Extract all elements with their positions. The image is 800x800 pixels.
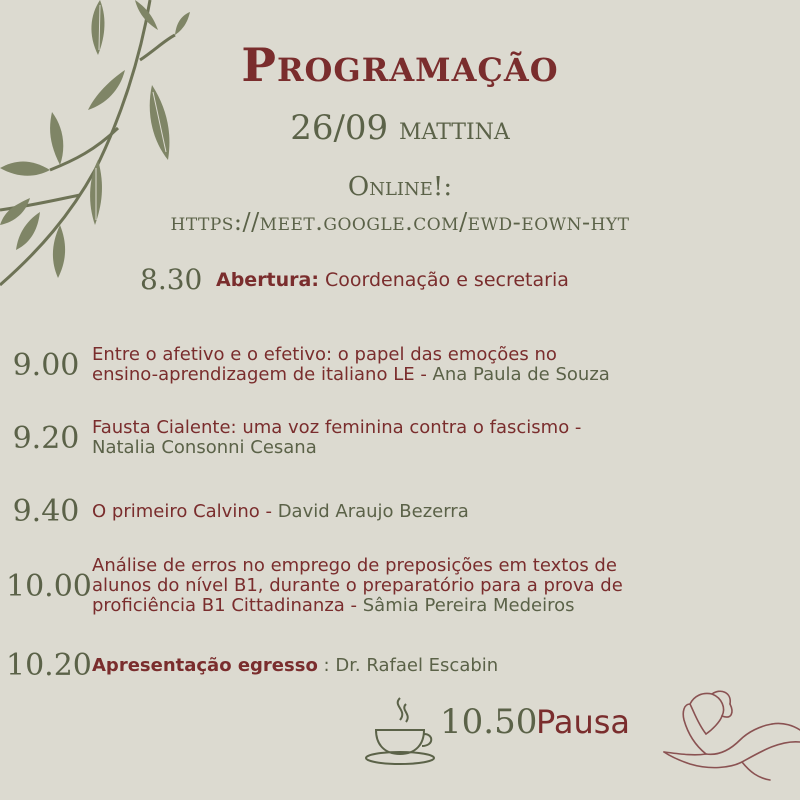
schedule-row bbox=[6, 648, 498, 683]
opening-label: Abertura: bbox=[216, 268, 319, 291]
page-title: Programação bbox=[241, 38, 559, 92]
date: 26/09 bbox=[290, 108, 389, 148]
speaker-name: Natalia Consonni Cesana bbox=[92, 437, 317, 458]
pause-row bbox=[440, 702, 630, 742]
schedule-row bbox=[6, 494, 469, 529]
session-desc bbox=[92, 502, 469, 522]
period: mattina bbox=[399, 109, 510, 147]
session-title-line: alunos do nível B1, durante o preparatório para a prova de bbox=[92, 575, 623, 596]
pause-label: Pausa bbox=[536, 703, 631, 741]
session-title-line: Análise de erros no emprego de preposições em textos de bbox=[92, 555, 617, 576]
speaker-name: Sâmia Pereira Medeiros bbox=[362, 595, 575, 616]
online-label: Online!: bbox=[347, 172, 453, 202]
session-time: 10.00 bbox=[6, 568, 92, 604]
speaker-name: Dr. Rafael Escabin bbox=[335, 654, 499, 676]
separator: : bbox=[317, 654, 336, 676]
speaker-name: David Araujo Bezerra bbox=[277, 500, 469, 522]
session-title-text: O primeiro Calvino - bbox=[92, 500, 278, 522]
session-time: 9.00 bbox=[12, 347, 80, 383]
session-label: Apresentação egresso bbox=[92, 654, 318, 676]
coffee-cup-icon bbox=[362, 694, 438, 766]
opening-row bbox=[140, 263, 569, 296]
opening-text: Coordenação e secretaria bbox=[318, 268, 569, 291]
session-desc bbox=[92, 345, 610, 385]
hand-mudra-icon bbox=[660, 682, 800, 782]
session-title-line: Fausta Cialente: uma voz feminina contra o fascismo - bbox=[92, 417, 582, 438]
schedule-row bbox=[6, 556, 623, 616]
speaker-name: Ana Paula de Souza bbox=[432, 364, 610, 385]
date-line bbox=[0, 108, 800, 148]
session-time: 9.20 bbox=[12, 420, 80, 456]
meet-link[interactable]: https://meet.google.com/ewd-eown-hyt bbox=[170, 208, 630, 236]
session-time: 9.40 bbox=[12, 494, 80, 529]
session-title-text: proficiência B1 Cittadinanza - bbox=[92, 595, 363, 616]
schedule-row bbox=[6, 345, 610, 385]
session-title-text: ensino-aprendizagem de italiano LE - bbox=[92, 364, 433, 385]
opening-desc bbox=[216, 270, 569, 290]
session-title-line bbox=[92, 365, 610, 385]
session-desc bbox=[92, 556, 623, 616]
session-desc bbox=[92, 656, 498, 676]
session-desc bbox=[92, 418, 581, 458]
opening-time: 8.30 bbox=[140, 263, 203, 296]
session-title-line bbox=[92, 596, 623, 616]
session-time: 10.20 bbox=[6, 648, 92, 683]
schedule-row bbox=[6, 418, 581, 458]
session-title-line: Entre o afetivo e o efetivo: o papel das emoções no bbox=[92, 344, 557, 365]
pause-time: 10.50 bbox=[440, 702, 538, 742]
